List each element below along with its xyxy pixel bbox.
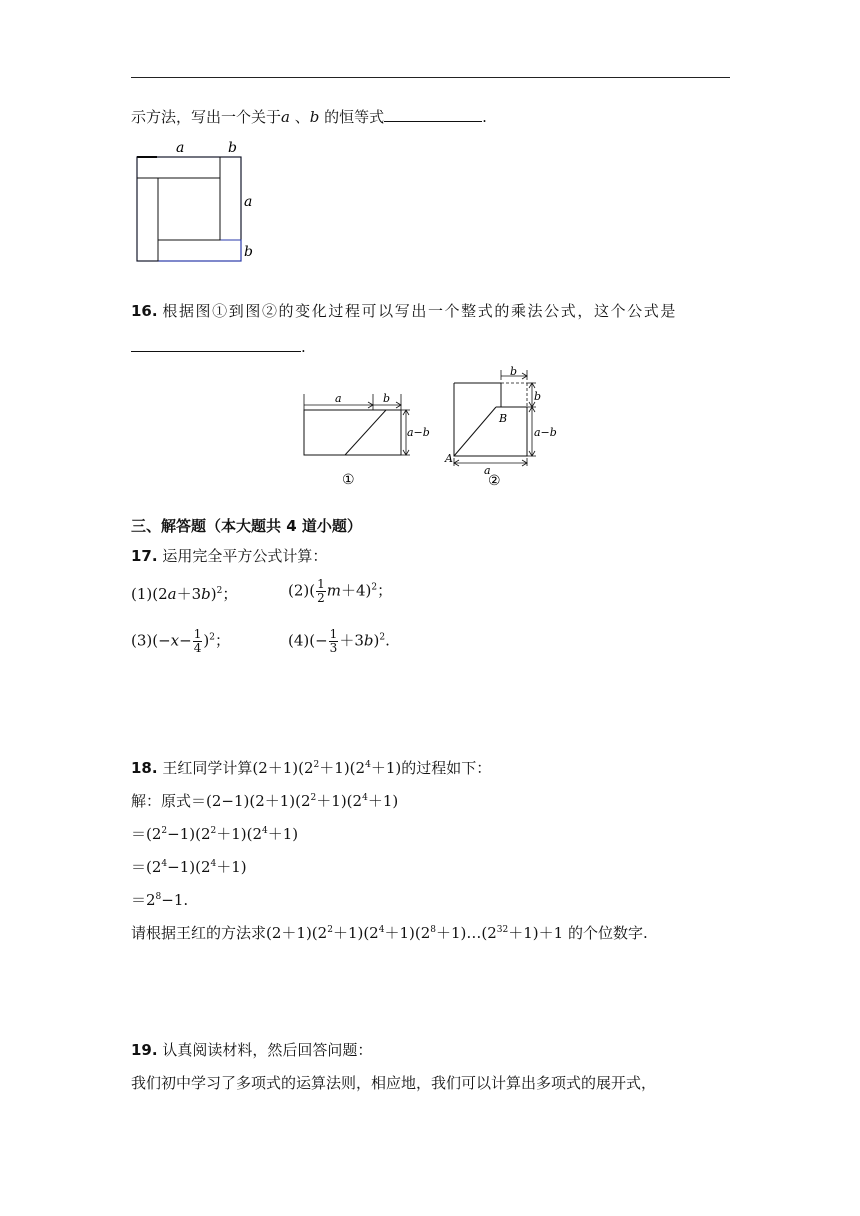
q18-intro: 18. 王红同学计算$(2+1)(2^2+1)(2^4+1)$的过程如下： <box>131 759 492 777</box>
q16-fig2-label-b-top: b <box>510 365 518 378</box>
q18-question: 请根据王红的方法求$(2+1)(2^2+1)(2^4+1)(2^8+1)\dots(2^{32}+1)+1$ 的个位数字. <box>131 924 648 942</box>
q17-p4-fraction: $\frac{1}{3}$ <box>329 627 338 655</box>
q19-body: 认真阅读材料，然后回答问题： <box>162 1041 373 1059</box>
q16-period: . <box>301 338 306 356</box>
q15-rect-bottom <box>158 240 241 261</box>
q16-fig2-label-A: A <box>445 452 453 465</box>
q18-step-2: $=(2^2-1)(2^2+1)(2^4+1)$ <box>131 825 299 843</box>
q16-fig2-shape <box>454 383 527 456</box>
q15-label-b-right: b <box>244 244 253 260</box>
q15-var-a: a <box>281 108 290 126</box>
q16-fig2-label-a: a <box>484 464 491 477</box>
q19-intro <box>131 1040 372 1060</box>
q16-answer-blank[interactable] <box>131 336 301 352</box>
q16-fig1-caption: ① <box>342 472 355 488</box>
q15-outer-square <box>137 157 241 261</box>
q16-figure-2 <box>444 362 574 497</box>
q16-answer-line <box>131 336 306 357</box>
q16-fig2-label-B: B <box>499 412 508 425</box>
q17-part-3: (3)(−x− $\frac{1}{4}$ )$^2$； <box>131 627 230 655</box>
q15-figure <box>130 138 270 268</box>
q15-var-b: b <box>309 108 320 126</box>
q16-fig1-label-side: a−b <box>407 426 430 439</box>
q18-step-4: $=2^8-1$. <box>131 891 189 909</box>
q15-rect-right <box>220 157 241 240</box>
q15-label-a-right: a <box>244 194 253 210</box>
q16-body: 根据图①到图②的变化过程可以写出一个整式的乘法公式，这个公式是 <box>162 302 677 320</box>
q16-number: 16. <box>131 302 158 320</box>
q16-fig2-label-b-side: b <box>534 390 542 403</box>
q17-p2-fraction: $\frac{1}{2}$ <box>317 577 325 605</box>
q17-body: 运用完全平方公式计算： <box>162 547 328 565</box>
q17-part-2: (2)( $\frac{1}{2}$ m＋4)$^2$； <box>288 577 393 605</box>
q15-sep: 、 <box>289 108 310 126</box>
q15-inner-square <box>158 178 220 240</box>
q17-number: 17. <box>131 547 158 565</box>
q15-text-before: 示方法，写出一个关于 <box>131 108 282 126</box>
q15-rect-left <box>137 178 158 261</box>
q18-step-1: 解：原式$=(2-1)(2+1)(2^2+1)(2^4+1)$ <box>131 792 399 810</box>
q17-part-4: (4)(− $\frac{1}{3}$ ＋3b)$^2$. <box>288 627 390 655</box>
q16-fig1-label-a: a <box>335 392 342 405</box>
q16-text <box>131 301 677 321</box>
q15-label-b-top: b <box>228 140 237 156</box>
q19-number: 19. <box>131 1041 158 1059</box>
header-rule <box>131 77 730 78</box>
q18-step-3: $=(2^4-1)(2^4+1)$ <box>131 858 247 876</box>
q17-text <box>131 546 327 566</box>
q15-label-a-top: a <box>176 140 185 156</box>
q16-fig2-caption: ② <box>488 473 501 489</box>
q16-fig1-diagonal <box>345 410 386 455</box>
q15-period: . <box>482 108 487 126</box>
q16-fig1-rect <box>304 410 401 455</box>
q15-text <box>131 106 487 127</box>
q17-p3-fraction: $\frac{1}{4}$ <box>193 627 202 655</box>
q18-number: 18. <box>131 759 158 777</box>
q15-rect-top <box>137 157 220 178</box>
q17-part-1: $(1)(2a+3b)^2$； <box>131 585 238 603</box>
section-heading: 三、解答题（本大题共 4 道小题） <box>131 517 362 535</box>
q16-fig1-label-b: b <box>383 392 391 405</box>
q15-answer-blank[interactable] <box>384 106 482 122</box>
q16-figure-1 <box>296 388 436 498</box>
q15-text-after: 的恒等式 <box>319 108 385 126</box>
q19-paragraph: 我们初中学习了多项式的运算法则，相应地，我们可以计算出多项式的展开式， <box>131 1074 657 1092</box>
q16-fig2-label-side: a−b <box>534 426 557 439</box>
